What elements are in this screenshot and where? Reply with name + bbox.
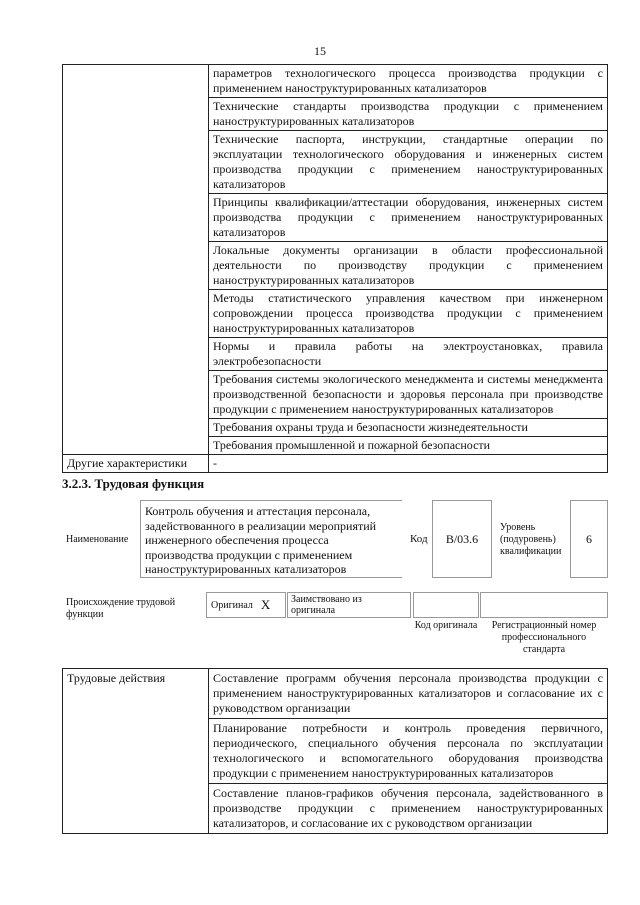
table-cell: Технические паспорта, инструкции, стандартные операции по эксплуатации технологического оборудования и инженерных систем производства продукции с применением наноструктурированных катализаторов <box>209 131 608 194</box>
other-characteristics-label: Другие характеристики <box>63 455 209 473</box>
code-original-caption: Код оригинала <box>414 620 478 631</box>
table-row <box>63 65 608 98</box>
name-label: Наименование <box>66 534 129 545</box>
knowledge-table <box>62 64 608 473</box>
code-original-box <box>413 592 479 618</box>
table-cell: Требования охраны труда и безопасности жизнедеятельности <box>209 419 608 437</box>
origin-label: Происхождение трудовой функции <box>66 597 176 620</box>
section-title: 3.2.3. Трудовая функция <box>62 476 205 491</box>
table-row <box>63 455 608 473</box>
table-cell: Требования промышленной и пожарной безопасности <box>209 437 608 455</box>
table-cell: Составление программ обучения персонала производства продукции с применением наноструктурированных катализаторов и согласование их с руководством организации <box>209 669 608 719</box>
table-cell: Нормы и правила работы на электроустановках, правила электробезопасности <box>209 338 608 371</box>
code-label: Код <box>410 533 428 545</box>
reg-number-box <box>480 592 608 618</box>
other-characteristics-value: - <box>209 455 608 473</box>
function-name-value: Контроль обучения и аттестация персонала, задействованного в реализации мероприятий инженерного обеспечения процесса производства продукции с применением наноструктурированных катализаторов <box>140 500 402 578</box>
borrowed-label: Заимствовано из оригинала <box>287 592 411 618</box>
table-cell: Технические стандарты производства продукции с применением наноструктурированных катализаторов <box>209 98 608 131</box>
qualification-level-label: Уровень (подуровень) квалификации <box>500 522 562 557</box>
table-cell: Требования системы экологического менеджмента и системы менеджмента производственной безопасности и здоровья персонала при производстве продукции с применением наноструктурированных катализаторов <box>209 371 608 419</box>
table-cell: Принципы квалификации/аттестации оборудования, инженерных систем производства продукции с применением наноструктурированных катализаторов <box>209 194 608 242</box>
table-cell: Локальные документы организации в области профессиональной деятельности по производству продукции с применением наноструктурированных катализаторов <box>209 242 608 290</box>
labor-actions-table <box>62 668 608 834</box>
qualification-level-value: 6 <box>570 500 608 578</box>
original-box <box>206 592 286 618</box>
original-mark: X <box>260 597 271 612</box>
table-cell: Методы статистического управления качеством при инженерном сопровождении процесса производства продукции с применением наноструктурированных катализаторов <box>209 290 608 338</box>
table-cell: Планирование потребности и контроль проведения первичного, периодического, специального обучения персонала по эксплуатации технологического и вспомогательного оборудования производства продукции с применением наноструктурированных катализаторов <box>209 719 608 784</box>
page-number: 15 <box>314 44 326 58</box>
table-row <box>63 669 608 719</box>
function-code-value: B/03.6 <box>432 500 492 578</box>
original-label: Оригинал <box>211 599 253 611</box>
reg-number-caption: Регистрационный номер профессионального стандарта <box>491 620 597 655</box>
table-cell: параметров технологического процесса производства продукции с применением наноструктурированных катализаторов <box>209 65 608 98</box>
labor-actions-label: Трудовые действия <box>63 669 209 834</box>
table-cell: Составление планов-графиков обучения персонала, задействованного в производстве продукции с применением наноструктурированных катализаторов, и согласование их с руководством организации <box>209 784 608 834</box>
